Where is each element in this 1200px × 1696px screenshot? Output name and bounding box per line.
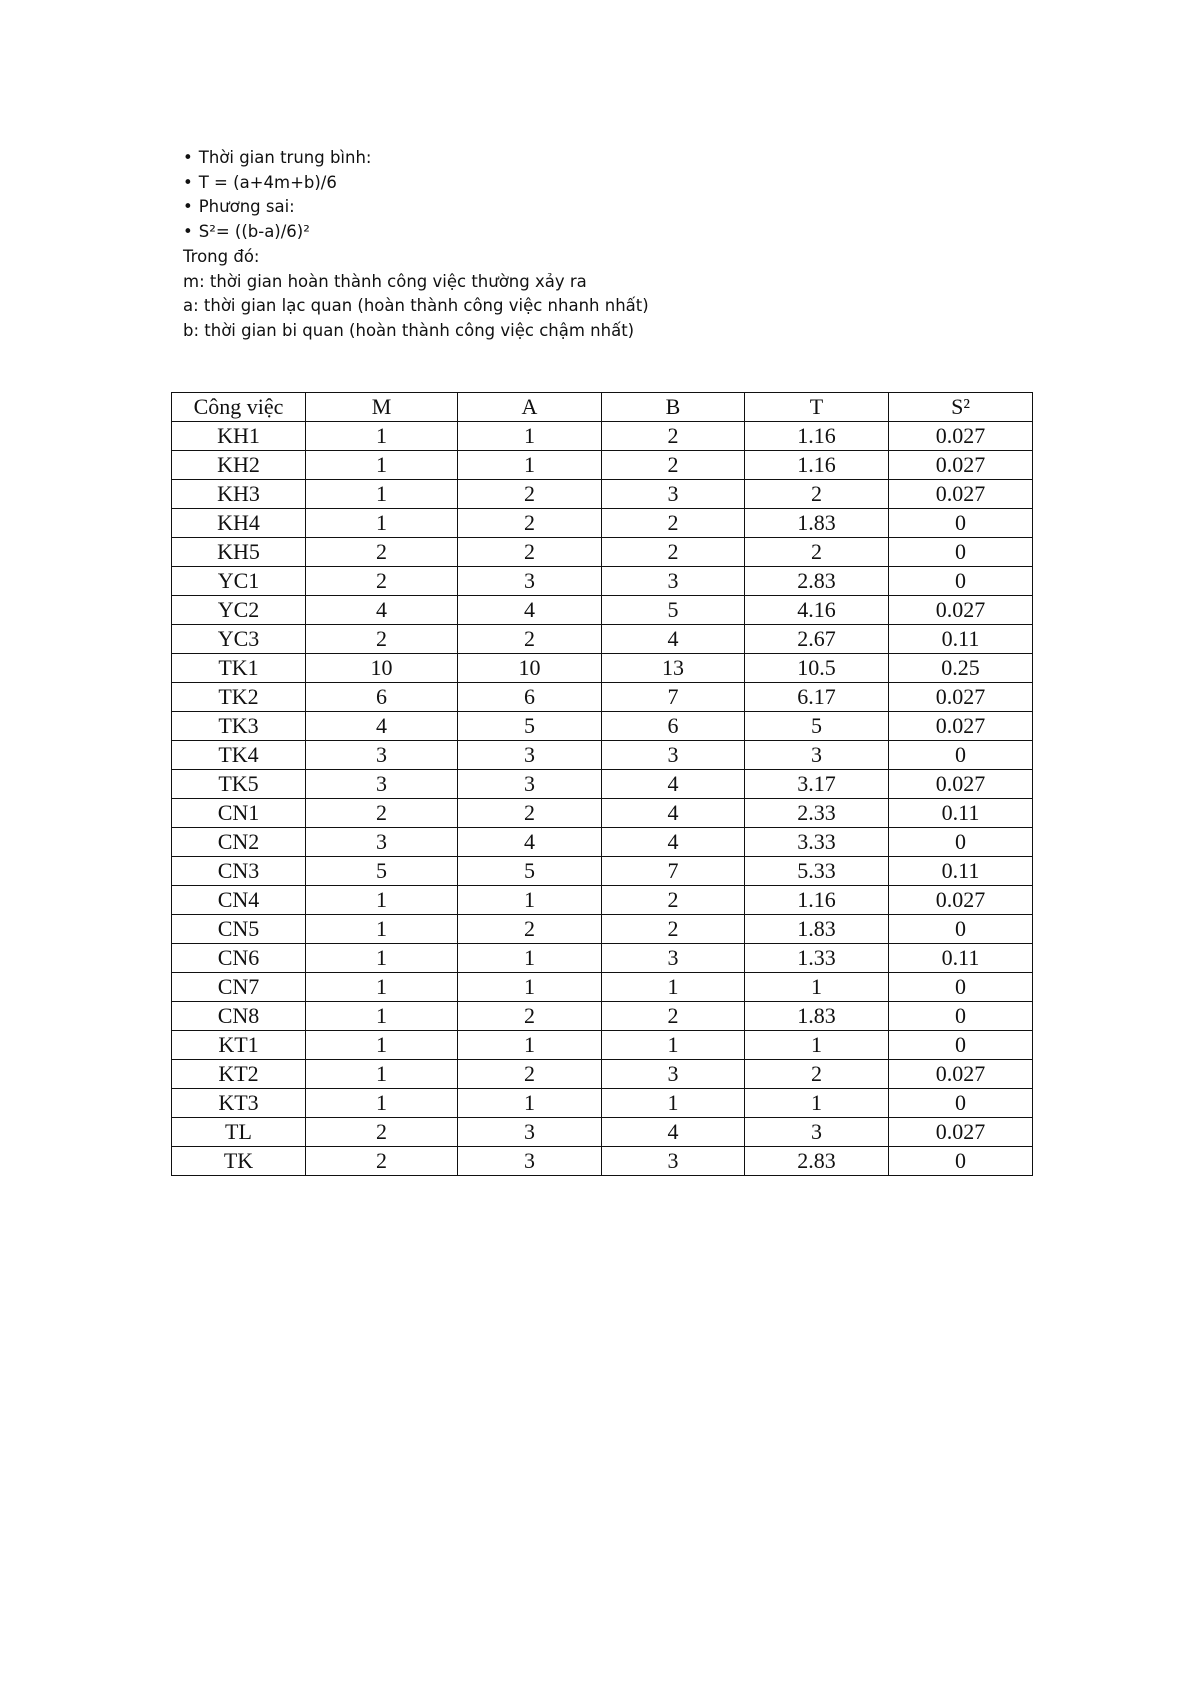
- formula-notes: [183, 146, 983, 344]
- table-cell: 0.11: [889, 625, 1033, 654]
- table-row: [172, 741, 1033, 770]
- task-name-cell: YC2: [172, 596, 306, 625]
- table-cell: 0.027: [889, 1060, 1033, 1089]
- table-cell: 1: [306, 422, 458, 451]
- table-cell: 6: [458, 683, 602, 712]
- table-cell: 3: [602, 480, 745, 509]
- table-cell: 2: [306, 538, 458, 567]
- table-cell: 2: [458, 538, 602, 567]
- table-cell: 0.027: [889, 480, 1033, 509]
- task-name-cell: CN6: [172, 944, 306, 973]
- table-cell: 0.027: [889, 770, 1033, 799]
- table-cell: 0: [889, 1089, 1033, 1118]
- table-row: [172, 1060, 1033, 1089]
- table-cell: 1.83: [745, 1002, 889, 1031]
- task-time-table: [171, 392, 1033, 1176]
- table-row: [172, 973, 1033, 1002]
- task-name-cell: YC1: [172, 567, 306, 596]
- table-row: [172, 1002, 1033, 1031]
- table-row: [172, 1031, 1033, 1060]
- table-cell: 3: [602, 944, 745, 973]
- table-cell: 1: [306, 509, 458, 538]
- table-row: [172, 857, 1033, 886]
- table-cell: 0.11: [889, 799, 1033, 828]
- table-cell: 2: [458, 625, 602, 654]
- table-row: [172, 886, 1033, 915]
- table-cell: 3: [458, 567, 602, 596]
- table-cell: 2: [602, 915, 745, 944]
- table-cell: 0: [889, 828, 1033, 857]
- table-cell: 1: [306, 915, 458, 944]
- table-cell: 3: [306, 828, 458, 857]
- task-name-cell: KH1: [172, 422, 306, 451]
- table-cell: 3: [458, 1147, 602, 1176]
- table-cell: 1: [306, 944, 458, 973]
- table-cell: 1.16: [745, 886, 889, 915]
- task-name-cell: TL: [172, 1118, 306, 1147]
- column-header: M: [306, 393, 458, 422]
- table-row: [172, 422, 1033, 451]
- table-cell: 2.83: [745, 1147, 889, 1176]
- column-header: B: [602, 393, 745, 422]
- table-row: [172, 538, 1033, 567]
- table-row: [172, 683, 1033, 712]
- table-cell: 1: [602, 1089, 745, 1118]
- table-cell: 2: [458, 1002, 602, 1031]
- table-row: [172, 712, 1033, 741]
- task-name-cell: KT3: [172, 1089, 306, 1118]
- table-cell: 1: [306, 1060, 458, 1089]
- table-cell: 2: [306, 1118, 458, 1147]
- task-name-cell: CN3: [172, 857, 306, 886]
- table-cell: 2: [745, 480, 889, 509]
- header-row: [172, 393, 1033, 422]
- table-row: [172, 1118, 1033, 1147]
- table-cell: 4: [458, 828, 602, 857]
- task-name-cell: KH3: [172, 480, 306, 509]
- table-cell: 4: [602, 799, 745, 828]
- table-cell: 2: [458, 480, 602, 509]
- table-cell: 10: [458, 654, 602, 683]
- table-cell: 4.16: [745, 596, 889, 625]
- table-cell: 0: [889, 538, 1033, 567]
- table-row: [172, 625, 1033, 654]
- table-cell: 4: [306, 596, 458, 625]
- table-cell: 1: [306, 1002, 458, 1031]
- table-cell: 4: [602, 828, 745, 857]
- table-cell: 2: [745, 1060, 889, 1089]
- table-row: [172, 915, 1033, 944]
- table-cell: 1: [306, 973, 458, 1002]
- table-cell: 4: [602, 625, 745, 654]
- task-name-cell: KT1: [172, 1031, 306, 1060]
- table-cell: 1: [745, 973, 889, 1002]
- task-name-cell: CN1: [172, 799, 306, 828]
- table-cell: 3: [602, 1060, 745, 1089]
- task-name-cell: CN7: [172, 973, 306, 1002]
- note-line: a: thời gian lạc quan (hoàn thành công việc nhanh nhất): [183, 296, 649, 316]
- table-row: [172, 1147, 1033, 1176]
- table-cell: 5: [306, 857, 458, 886]
- table-row: [172, 770, 1033, 799]
- table-cell: 3: [745, 741, 889, 770]
- table-cell: 7: [602, 683, 745, 712]
- table-cell: 0: [889, 1002, 1033, 1031]
- table-cell: 0: [889, 509, 1033, 538]
- table-cell: 2: [602, 886, 745, 915]
- table-cell: 5: [602, 596, 745, 625]
- table-header: [172, 393, 1033, 422]
- task-name-cell: YC3: [172, 625, 306, 654]
- table-cell: 0.11: [889, 944, 1033, 973]
- table-cell: 0: [889, 1147, 1033, 1176]
- table-cell: 0.027: [889, 712, 1033, 741]
- table-cell: 3: [306, 770, 458, 799]
- task-name-cell: CN2: [172, 828, 306, 857]
- table-cell: 5: [458, 857, 602, 886]
- column-header: Công việc: [172, 393, 306, 422]
- table-cell: 2: [458, 1060, 602, 1089]
- table-cell: 4: [306, 712, 458, 741]
- table-cell: 4: [602, 1118, 745, 1147]
- table-cell: 3.17: [745, 770, 889, 799]
- table-cell: 3: [458, 770, 602, 799]
- task-name-cell: TK4: [172, 741, 306, 770]
- task-name-cell: TK3: [172, 712, 306, 741]
- table-cell: 2.33: [745, 799, 889, 828]
- table-cell: 5: [745, 712, 889, 741]
- table-cell: 2: [602, 451, 745, 480]
- table-cell: 3: [602, 1147, 745, 1176]
- table-cell: 0.027: [889, 1118, 1033, 1147]
- table-row: [172, 1089, 1033, 1118]
- table-cell: 1.83: [745, 509, 889, 538]
- table-cell: 1.16: [745, 451, 889, 480]
- table-cell: 2: [306, 1147, 458, 1176]
- table-cell: 2: [306, 625, 458, 654]
- table-row: [172, 509, 1033, 538]
- table-cell: 2: [306, 567, 458, 596]
- task-name-cell: CN4: [172, 886, 306, 915]
- note-line: b: thời gian bi quan (hoàn thành công việc chậm nhất): [183, 320, 635, 340]
- table-row: [172, 654, 1033, 683]
- table-cell: 1.33: [745, 944, 889, 973]
- table-cell: 1: [745, 1089, 889, 1118]
- bullet-line: • Phương sai:: [183, 195, 983, 220]
- table-cell: 0: [889, 1031, 1033, 1060]
- table-cell: 1: [458, 451, 602, 480]
- table-cell: 2: [458, 799, 602, 828]
- bullet-line: • S²= ((b-a)/6)²: [183, 220, 983, 245]
- table-cell: 3: [458, 741, 602, 770]
- table-cell: 13: [602, 654, 745, 683]
- column-header: S²: [889, 393, 1033, 422]
- table-cell: 1: [306, 1031, 458, 1060]
- table-cell: 1: [602, 1031, 745, 1060]
- table-cell: 3.33: [745, 828, 889, 857]
- table-cell: 0.027: [889, 422, 1033, 451]
- table-cell: 6: [602, 712, 745, 741]
- table-cell: 2: [602, 1002, 745, 1031]
- column-header: T: [745, 393, 889, 422]
- table-cell: 0.25: [889, 654, 1033, 683]
- table-cell: 1: [306, 480, 458, 509]
- table-cell: 2.83: [745, 567, 889, 596]
- table-body: [172, 422, 1033, 1176]
- note-line: m: thời gian hoàn thành công việc thường xảy ra: [183, 271, 587, 291]
- table-cell: 6: [306, 683, 458, 712]
- task-name-cell: KH5: [172, 538, 306, 567]
- table-cell: 0: [889, 973, 1033, 1002]
- table-cell: 7: [602, 857, 745, 886]
- table-row: [172, 480, 1033, 509]
- task-name-cell: KT2: [172, 1060, 306, 1089]
- task-name-cell: TK5: [172, 770, 306, 799]
- column-header: A: [458, 393, 602, 422]
- table-cell: 4: [602, 770, 745, 799]
- table-row: [172, 828, 1033, 857]
- table-cell: 0.027: [889, 451, 1033, 480]
- table-row: [172, 596, 1033, 625]
- table-cell: 1: [306, 886, 458, 915]
- note-line: Trong đó:: [183, 246, 260, 266]
- task-name-cell: KH2: [172, 451, 306, 480]
- table-cell: 2: [458, 509, 602, 538]
- table-cell: 0: [889, 915, 1033, 944]
- task-name-cell: TK2: [172, 683, 306, 712]
- table-cell: 1: [458, 886, 602, 915]
- task-name-cell: CN8: [172, 1002, 306, 1031]
- table-cell: 10.5: [745, 654, 889, 683]
- table-cell: 1: [458, 973, 602, 1002]
- table-cell: 1: [458, 1089, 602, 1118]
- table-cell: 3: [458, 1118, 602, 1147]
- bullet-line: • Thời gian trung bình:: [183, 146, 983, 171]
- table-row: [172, 451, 1033, 480]
- table-cell: 1: [306, 1089, 458, 1118]
- table-row: [172, 944, 1033, 973]
- table-cell: 0.027: [889, 596, 1033, 625]
- table-cell: 5: [458, 712, 602, 741]
- table-cell: 1: [602, 973, 745, 1002]
- table-cell: 10: [306, 654, 458, 683]
- bullet-line: • T = (a+4m+b)/6: [183, 171, 983, 196]
- table-cell: 4: [458, 596, 602, 625]
- task-name-cell: KH4: [172, 509, 306, 538]
- table-cell: 2: [458, 915, 602, 944]
- table-cell: 3: [602, 567, 745, 596]
- table-cell: 2: [602, 538, 745, 567]
- table-cell: 1: [458, 422, 602, 451]
- table-cell: 3: [602, 741, 745, 770]
- table-cell: 3: [306, 741, 458, 770]
- table-cell: 2: [602, 422, 745, 451]
- table-cell: 2: [602, 509, 745, 538]
- table-cell: 1.83: [745, 915, 889, 944]
- table-cell: 1: [745, 1031, 889, 1060]
- table-cell: 0: [889, 741, 1033, 770]
- table-cell: 1: [458, 1031, 602, 1060]
- task-name-cell: TK: [172, 1147, 306, 1176]
- table-cell: 2: [306, 799, 458, 828]
- table-cell: 0.027: [889, 683, 1033, 712]
- table-cell: 0.027: [889, 886, 1033, 915]
- table-cell: 1: [458, 944, 602, 973]
- table-cell: 6.17: [745, 683, 889, 712]
- task-name-cell: TK1: [172, 654, 306, 683]
- table-cell: 0.11: [889, 857, 1033, 886]
- table-cell: 1.16: [745, 422, 889, 451]
- task-name-cell: CN5: [172, 915, 306, 944]
- table-cell: 0: [889, 567, 1033, 596]
- table-row: [172, 799, 1033, 828]
- table-cell: 2.67: [745, 625, 889, 654]
- table-cell: 2: [745, 538, 889, 567]
- table-cell: 3: [745, 1118, 889, 1147]
- table-row: [172, 567, 1033, 596]
- table-cell: 5.33: [745, 857, 889, 886]
- table-cell: 1: [306, 451, 458, 480]
